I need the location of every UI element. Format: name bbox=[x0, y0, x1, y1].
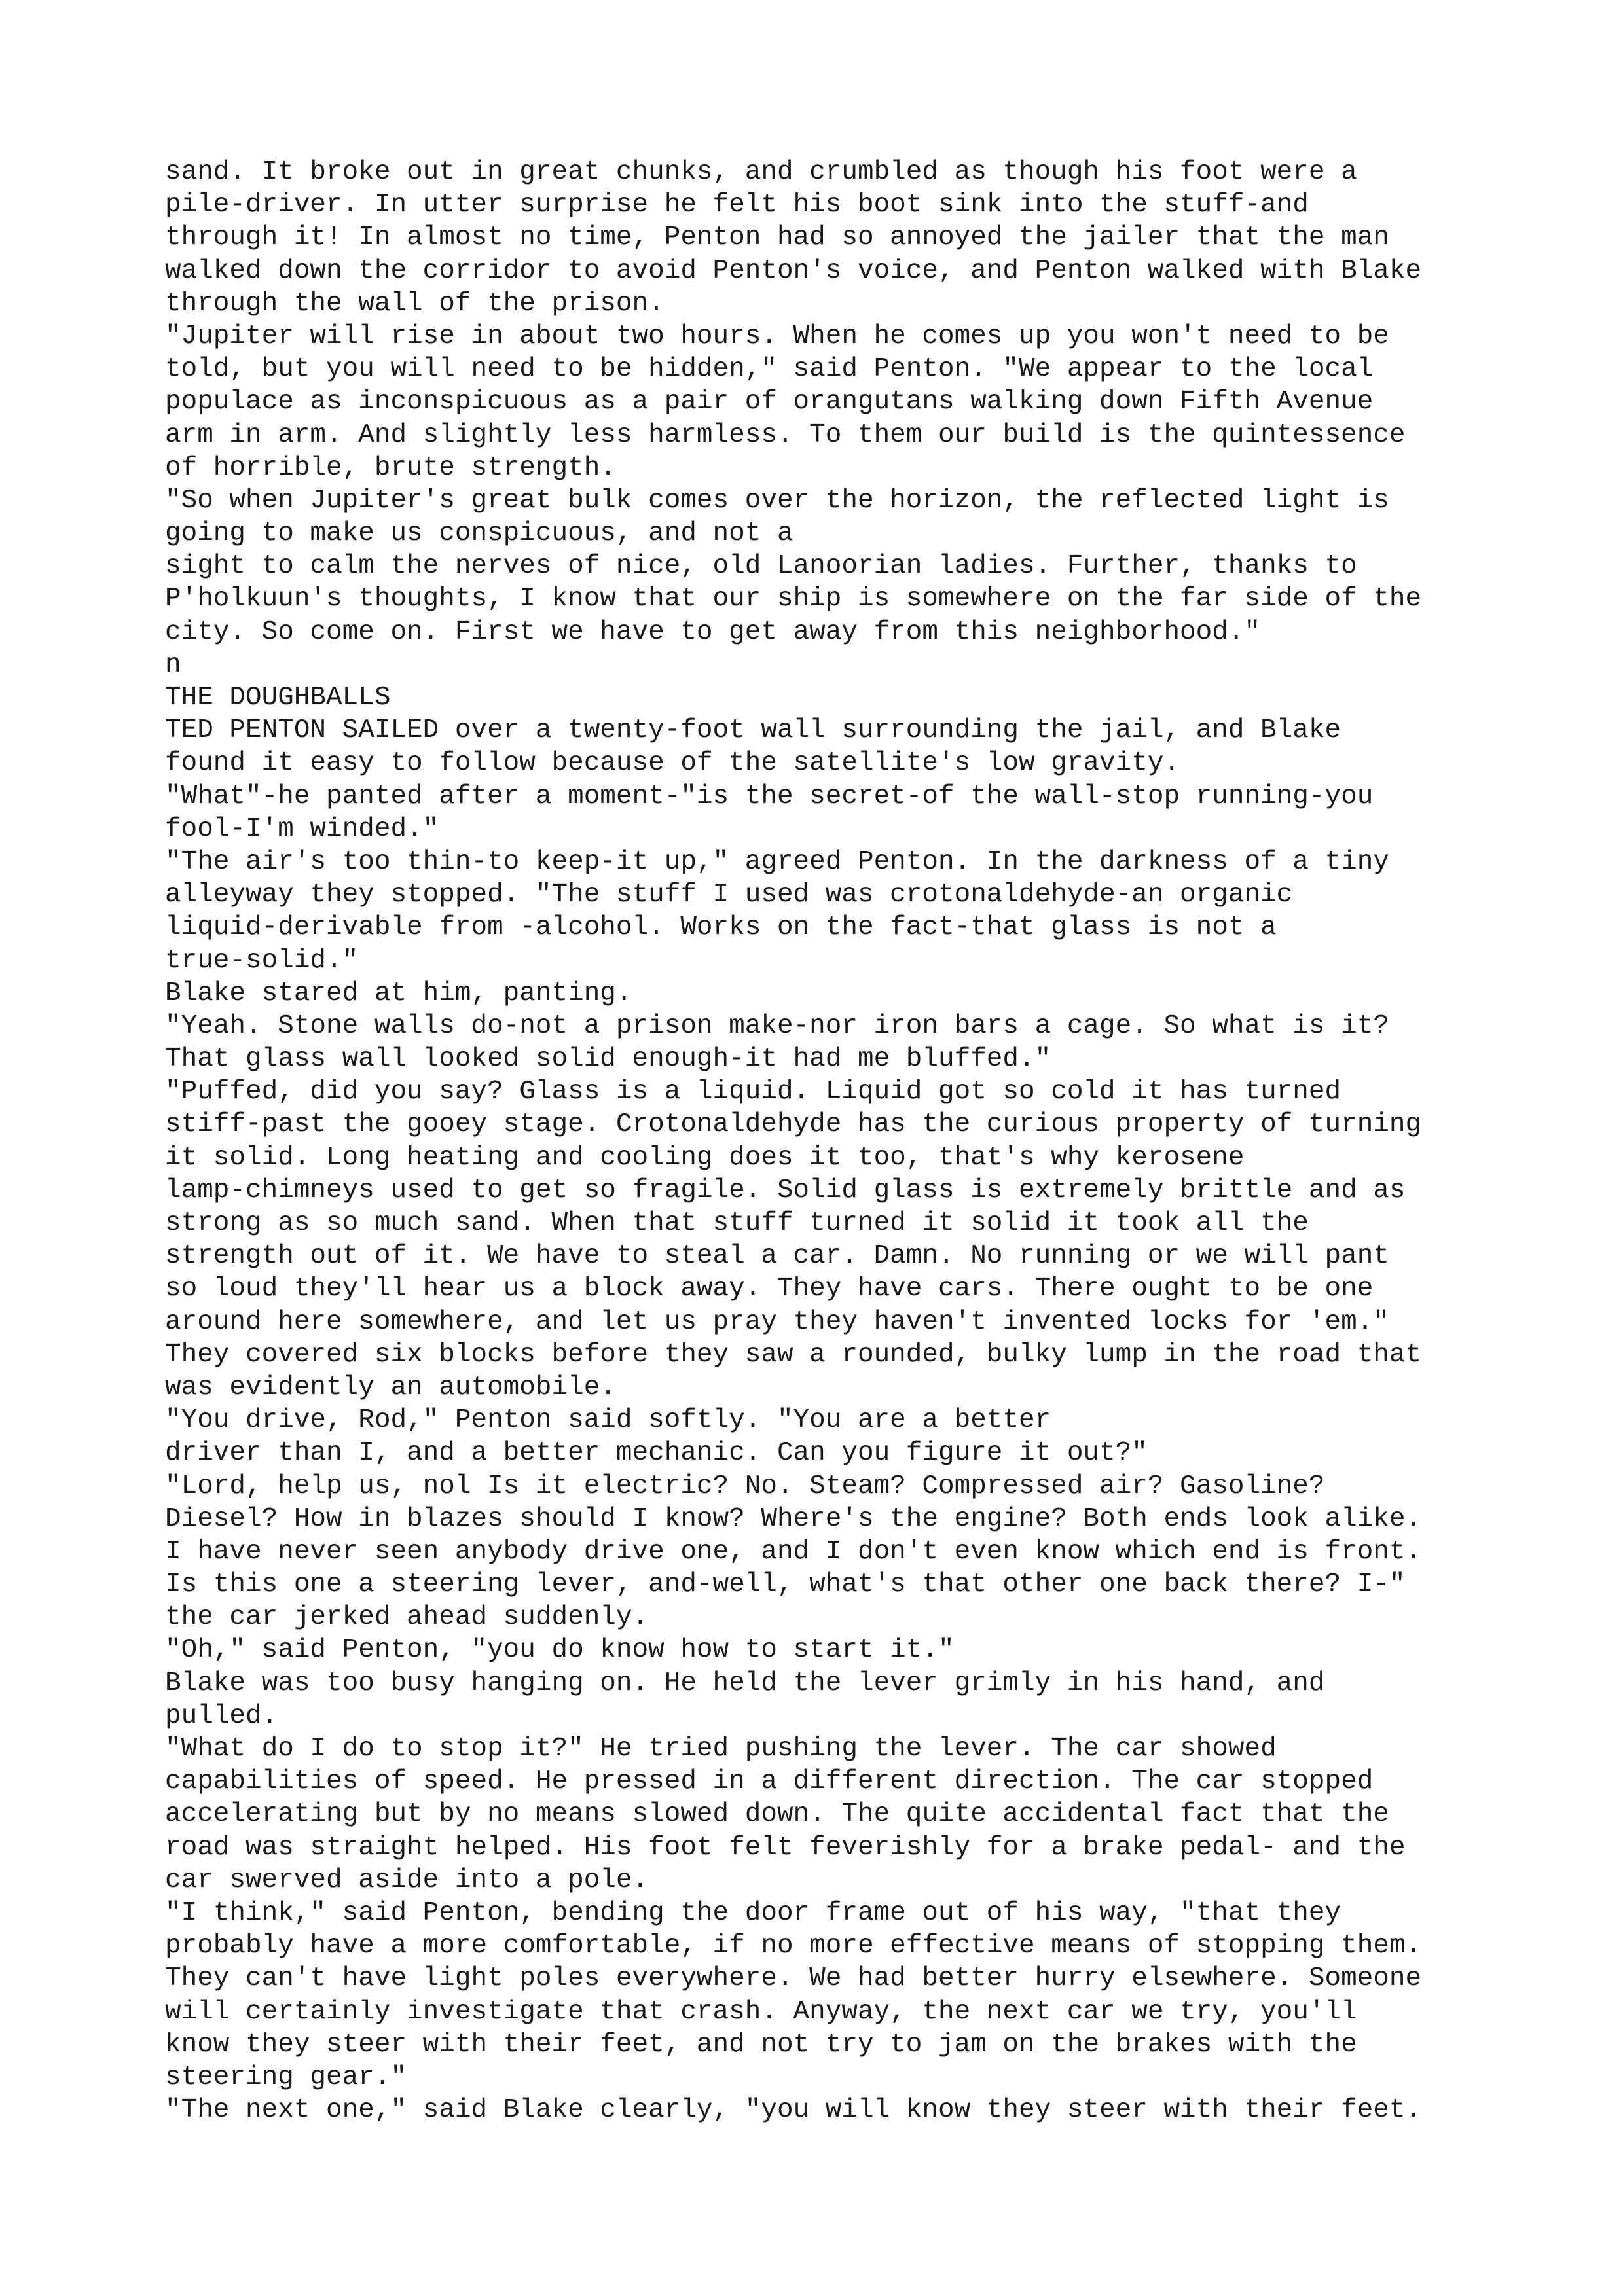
text-line: going to make us conspicuous, and not a bbox=[165, 518, 793, 549]
text-line: "Jupiter will rise in about two hours. When he comes up you won't need to be bbox=[165, 321, 1389, 351]
document-page bbox=[165, 156, 1605, 2126]
text-line: "I think," said Penton, bending the door frame out of his way, "that they bbox=[165, 1897, 1341, 1928]
text-line: car swerved aside into a pole. bbox=[165, 1865, 649, 1895]
text-line: Diesel? How in blazes should I know? Where's the engine? Both ends look alike. bbox=[165, 1503, 1422, 1534]
text-line: it solid. Long heating and cooling does it too, that's why kerosene bbox=[165, 1142, 1245, 1173]
text-line: That glass wall looked solid enough-it had me bluffed." bbox=[165, 1044, 1051, 1075]
text-line: "Yeah. Stone walls do-not a prison make-nor iron bars a cage. So what is it? bbox=[165, 1011, 1389, 1041]
text-line: liquid-derivable from -alcohol. Works on the fact-that glass is not a bbox=[165, 912, 1277, 943]
text-line: pile-driver. In utter surprise he felt his boot sink into the stuff-and bbox=[165, 190, 1309, 221]
text-line: Blake was too busy hanging on. He held the lever grimly in his hand, and bbox=[165, 1668, 1325, 1698]
text-line: know they steer with their feet, and not try to jam on the brakes with the bbox=[165, 2029, 1357, 2060]
text-line: pulled. bbox=[165, 1700, 278, 1731]
text-line: arm in arm. And slightly less harmless. To them our build is the quintessence bbox=[165, 420, 1406, 450]
text-line: sand. It broke out in great chunks, and crumbled as though his foot were a bbox=[165, 157, 1357, 187]
text-line: "So when Jupiter's great bulk comes over the horizon, the reflected light is bbox=[165, 485, 1389, 516]
text-line: "What do I do to stop it?" He tried pushing the lever. The car showed bbox=[165, 1734, 1277, 1764]
text-line: lamp-chimneys used to get so fragile. Solid glass is extremely brittle and as bbox=[165, 1175, 1406, 1206]
text-line: around here somewhere, and let us pray they haven't invented locks for 'em." bbox=[165, 1306, 1389, 1337]
text-line: through it! In almost no time, Penton had so annoyed the jailer that the man bbox=[165, 223, 1389, 253]
text-line: the car jerked ahead suddenly. bbox=[165, 1602, 649, 1633]
text-line: walked down the corridor to avoid Penton's voice, and Penton walked with Blake bbox=[165, 255, 1422, 286]
text-line: fool-I'm winded." bbox=[165, 814, 439, 844]
text-line: Is this one a steering lever, and-well, what's that other one back there? I-" bbox=[165, 1570, 1406, 1600]
text-line: told, but you will need to be hidden," said Penton. "We appear to the local bbox=[165, 354, 1374, 385]
text-line: I have never seen anybody drive one, and I don't even know which end is front. bbox=[165, 1536, 1422, 1567]
text-line: of horrible, brute strength. bbox=[165, 452, 616, 483]
chapter-heading: THE DOUGHBALLS bbox=[165, 683, 391, 713]
text-line: was evidently an automobile. bbox=[165, 1372, 616, 1403]
text-line: strength out of it. We have to steal a car. Damn. No running or we will pant bbox=[165, 1241, 1389, 1272]
text-line: "The air's too thin-to keep-it up," agreed Penton. In the darkness of a tiny bbox=[165, 846, 1389, 877]
text-line: alleyway they stopped. "The stuff I used was crotonaldehyde-an organic bbox=[165, 880, 1293, 910]
text-line: through the wall of the prison. bbox=[165, 288, 665, 319]
text-line: Blake stared at him, panting. bbox=[165, 978, 632, 1009]
text-line: true-solid." bbox=[165, 945, 359, 976]
text-line: "Puffed, did you say? Glass is a liquid. Liquid got so cold it has turned bbox=[165, 1077, 1341, 1107]
text-line: capabilities of speed. He pressed in a different direction. The car stopped bbox=[165, 1767, 1374, 1797]
text-line: city. So come on. First we have to get away from this neighborhood." bbox=[165, 617, 1261, 647]
text-line: populace as inconspicuous as a pair of orangutans walking down Fifth Avenue bbox=[165, 387, 1374, 418]
text-line: They can't have light poles everywhere. We had better hurry elsewhere. Someone bbox=[165, 1964, 1422, 1994]
text-line: "Oh," said Penton, "you do know how to start it." bbox=[165, 1635, 955, 1666]
text-line: accelerating but by no means slowed down. The quite accidental fact that the bbox=[165, 1799, 1389, 1830]
text-line: sight to calm the nerves of nice, old Lanoorian ladies. Further, thanks to bbox=[165, 551, 1357, 582]
text-line: stiff-past the gooey stage. Crotonaldehyde has the curious property of turning bbox=[165, 1109, 1422, 1140]
text-line: will certainly investigate that crash. Anyway, the next car we try, you'll bbox=[165, 1996, 1357, 2027]
text-line: "The next one," said Blake clearly, "you will know they steer with their feet. bbox=[165, 2095, 1422, 2126]
text-line: steering gear." bbox=[165, 2062, 407, 2092]
text-line: driver than I, and a better mechanic. Can you figure it out?" bbox=[165, 1438, 1148, 1469]
text-line: strong as so much sand. When that stuff turned it solid it took all the bbox=[165, 1208, 1309, 1238]
text-line: "Lord, help us, nol Is it electric? No. Steam? Compressed air? Gasoline? bbox=[165, 1471, 1325, 1501]
text-line: "What"-he panted after a moment-"is the secret-of the wall-stop running-you bbox=[165, 781, 1374, 812]
text-line: road was straight helped. His foot felt feverishly for a brake pedal- and the bbox=[165, 1832, 1406, 1863]
text-line: They covered six blocks before they saw a rounded, bulky lump in the road that bbox=[165, 1339, 1422, 1370]
text-line: so loud they'll hear us a block away. They have cars. There ought to be one bbox=[165, 1274, 1374, 1304]
text-line: "You drive, Rod," Penton said softly. "You are a better bbox=[165, 1405, 1051, 1436]
text-line: TED PENTON SAILED over a twenty-foot wall surrounding the jail, and Blake bbox=[165, 715, 1341, 746]
text-line: P'holkuun's thoughts, I know that our ship is somewhere on the far side of the bbox=[165, 584, 1422, 615]
text-line: n bbox=[165, 649, 181, 680]
text-line: found it easy to follow because of the satellite's low gravity. bbox=[165, 748, 1180, 779]
text-line: probably have a more comfortable, if no more effective means of stopping them. bbox=[165, 1931, 1422, 1962]
